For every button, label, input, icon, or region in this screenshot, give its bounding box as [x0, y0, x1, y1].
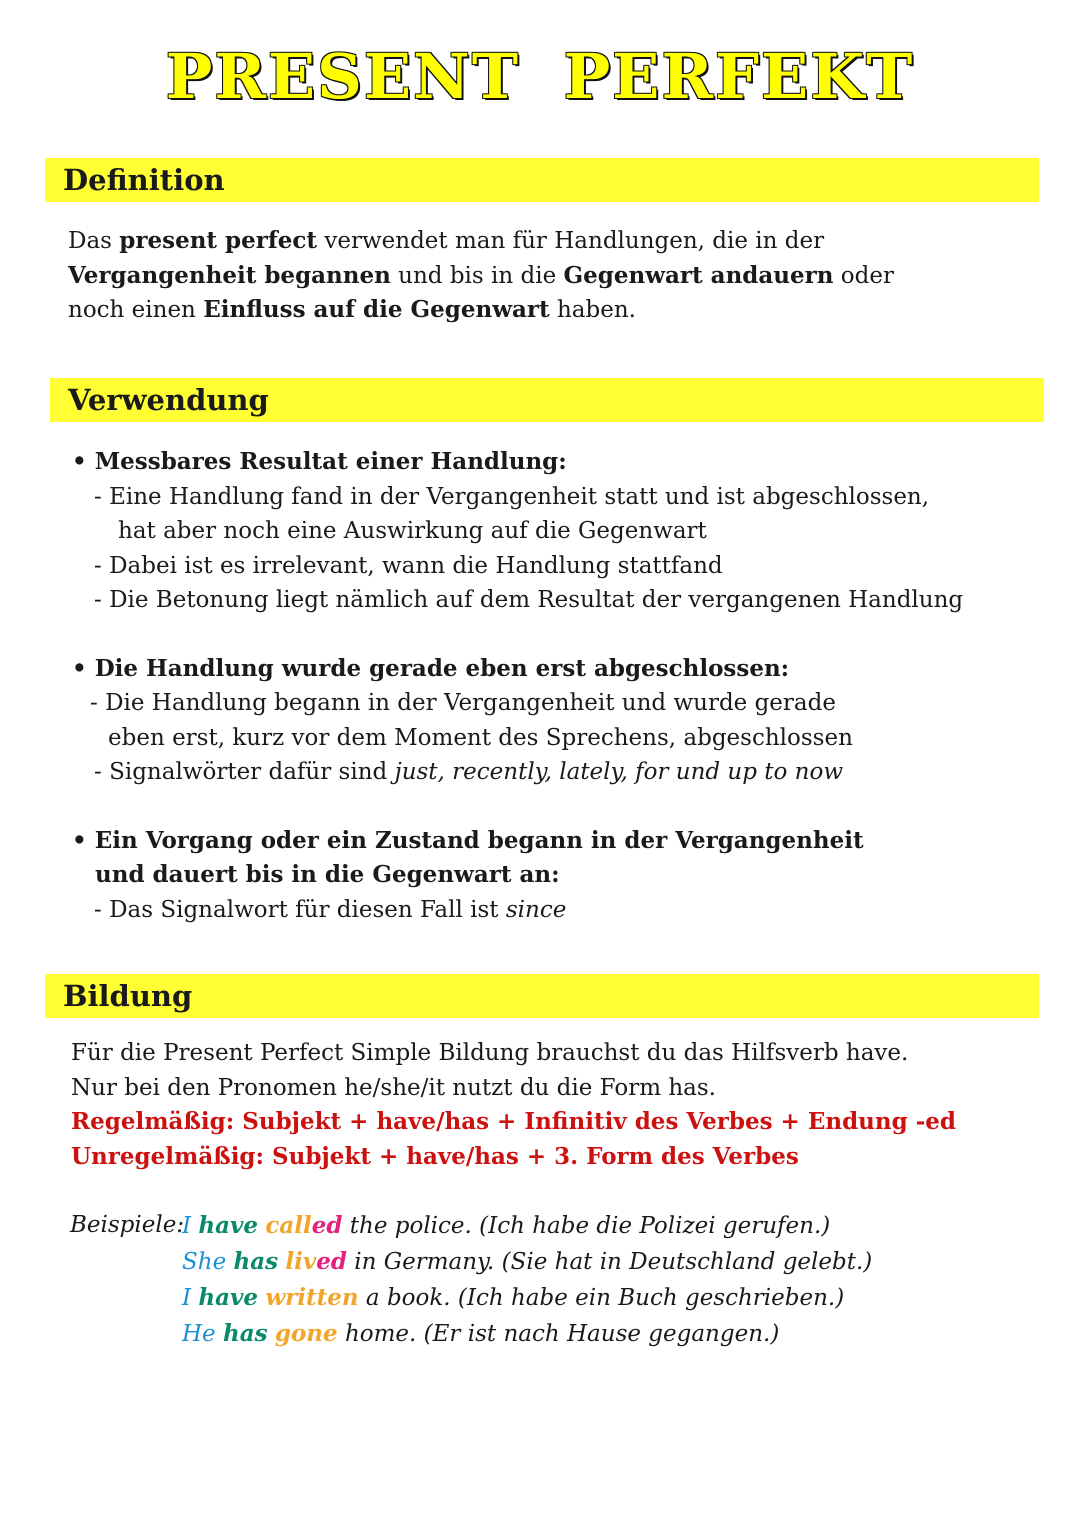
rule-regular: Regelmäßig: Subjekt + have/has + Infinitiv des Verbes + Endung -ed: [71, 1108, 956, 1135]
section-heading-definition: Definition: [45, 158, 1039, 202]
bullet-title: und dauert bis in die Gegenwart an:: [95, 861, 560, 888]
bullet-subline: - Die Handlung begann in der Vergangenheit und wurde gerade: [90, 690, 836, 716]
example-row: She has lived in Germany. (Sie hat in Deutschland gelebt.): [182, 1248, 873, 1275]
bullet-subline: - Eine Handlung fand in der Vergangenheit statt und ist abgeschlossen,: [94, 483, 930, 510]
definition-line: noch einen Einfluss auf die Gegenwart haben.: [68, 296, 636, 323]
bullet-title: • Ein Vorgang oder ein Zustand begann in der Vergangenheit: [72, 826, 864, 854]
definition-line: Vergangenheit begannen und bis in die Gegenwart andauern oder: [68, 261, 894, 289]
bullet-subline: hat aber noch eine Auswirkung auf die Gegenwart: [118, 518, 707, 544]
example-row: I have called the police. (Ich habe die Polizei gerufen.): [182, 1212, 831, 1239]
bullet-subline: eben erst, kurz vor dem Moment des Sprechens, abgeschlossen: [108, 724, 853, 751]
definition-line: Das present perfect verwendet man für Handlungen, die in der: [68, 227, 825, 254]
definition-paragraph: [68, 224, 1028, 328]
section-heading-bildung: Bildung: [45, 974, 1039, 1018]
verwendung-list: [72, 445, 1062, 927]
signal-words: just, recently, lately, for und up to now: [394, 759, 844, 785]
bullet-title: • Messbares Resultat einer Handlung:: [72, 448, 567, 475]
page-title: PRESENT PERFEKT: [165, 40, 915, 113]
bullet-title: • Die Handlung wurde gerade eben erst abgeschlossen:: [72, 654, 790, 682]
example-row: I have written a book. (Ich habe ein Buch geschrieben.): [182, 1284, 845, 1311]
examples-label: Beispiele:: [70, 1212, 185, 1238]
bildung-paragraph: [71, 1036, 1061, 1174]
signal-word: since: [505, 896, 567, 923]
rule-irregular: Unregelmäßig: Subjekt + have/has + 3. Form des Verbes: [71, 1142, 799, 1170]
bullet-subline: - Signalwörter dafür sind just, recently, lately, for und up to now: [94, 759, 844, 785]
section-heading-verwendung: Verwendung: [50, 378, 1044, 422]
bullet-subline: - Das Signalwort für diesen Fall ist since: [94, 896, 567, 923]
bildung-line: Für die Present Perfect Simple Bildung brauchst du das Hilfsverb have.: [71, 1040, 909, 1066]
bullet-subline: - Dabei ist es irrelevant, wann die Handlung stattfand: [94, 552, 723, 579]
bildung-line: Nur bei den Pronomen he/she/it nutzt du die Form has.: [71, 1074, 716, 1101]
bullet-subline: - Die Betonung liegt nämlich auf dem Resultat der vergangenen Handlung: [94, 587, 964, 613]
example-row: He has gone home. (Er ist nach Hause gegangen.): [182, 1320, 780, 1347]
